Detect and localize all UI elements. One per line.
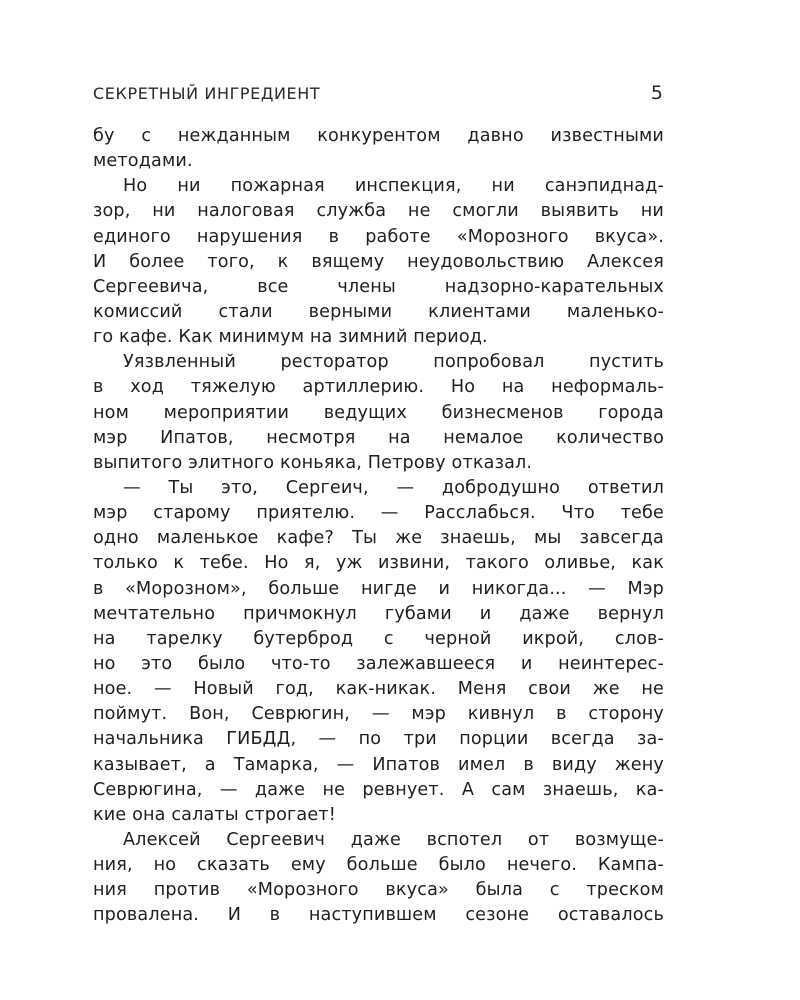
text-line: ния, но сказать ему больше было нечего. Кампа-	[93, 855, 664, 876]
text-line: кие она салаты строгает!	[93, 804, 336, 825]
paragraph-first-line: Уязвленный ресторатор попробовал пустить	[123, 352, 664, 373]
page-number: 5	[650, 82, 663, 104]
text-line: поймут. Вон, Севрюгин, — мэр кивнул в сторону	[93, 704, 664, 725]
text-line: ное. — Новый год, как-никак. Меня свои же не	[93, 679, 664, 700]
text-line: ном мероприятии ведущих бизнесменов города	[93, 402, 664, 423]
text-line: единого нарушения в работе «Морозного вкуса».	[93, 226, 664, 247]
text-line: ния против «Морозного вкуса» была с треском	[93, 880, 664, 901]
text-line: только к тебе. Но я, уж извини, такого оливье, как	[93, 553, 664, 574]
paragraph-first-line: Но ни пожарная инспекция, ни санэпиднад-	[123, 176, 664, 197]
text-line: в ход тяжелую артиллерию. Но на неформаль-	[93, 377, 664, 398]
text-line: комиссий стали верными клиентами маленько-	[93, 301, 664, 322]
text-line: выпитого элитного коньяка, Петрову отказал.	[93, 452, 533, 473]
text-line: но это было что-то залежавшееся и неинтерес-	[93, 653, 664, 674]
paragraph-first-line: Алексей Сергеевич даже вспотел от возмуще-	[123, 829, 664, 850]
text-line: мечтательно причмокнул губами и даже вернул	[93, 603, 664, 624]
text-line: бу с нежданным конкурентом давно известными	[93, 126, 664, 146]
text-line: в «Морозном», больше нигде и никогда... — Мэр	[93, 578, 664, 599]
text-line: мэр старому приятелю. — Расслабься. Что тебе	[93, 503, 664, 524]
text-line: го кафе. Как минимум на зимний период.	[93, 327, 488, 348]
text-line: одно маленькое кафе? Ты же знаешь, мы завсегда	[93, 528, 664, 549]
body-text	[93, 124, 664, 929]
paragraph-first-line: — Ты это, Сергеич, — добродушно ответил	[123, 477, 664, 498]
text-line: Сергеевича, все члены надзорно-карательных	[93, 276, 664, 297]
text-line: на тарелку бутерброд с черной икрой, слов-	[93, 628, 664, 649]
text-line: казывает, а Тамарка, — Ипатов имел в виду жену	[93, 754, 664, 775]
text-line: Севрюгина, — даже не ревнует. А сам знаешь, ка-	[93, 779, 664, 800]
text-line: методами.	[93, 151, 193, 172]
text-line: И более того, к вящему неудовольствию Алексея	[93, 251, 664, 272]
text-line: мэр Ипатов, несмотря на немалое количество	[93, 427, 664, 448]
text-line: начальника ГИБДД, — по три порции всегда за-	[93, 729, 664, 750]
running-title: СЕКРЕТНЫЙ ИНГРЕДИЕНТ	[93, 84, 321, 103]
text-line: зор, ни налоговая служба не смогли выявить ни	[93, 201, 664, 222]
text-line: провалена. И в наступившем сезоне оставалось	[93, 905, 664, 926]
